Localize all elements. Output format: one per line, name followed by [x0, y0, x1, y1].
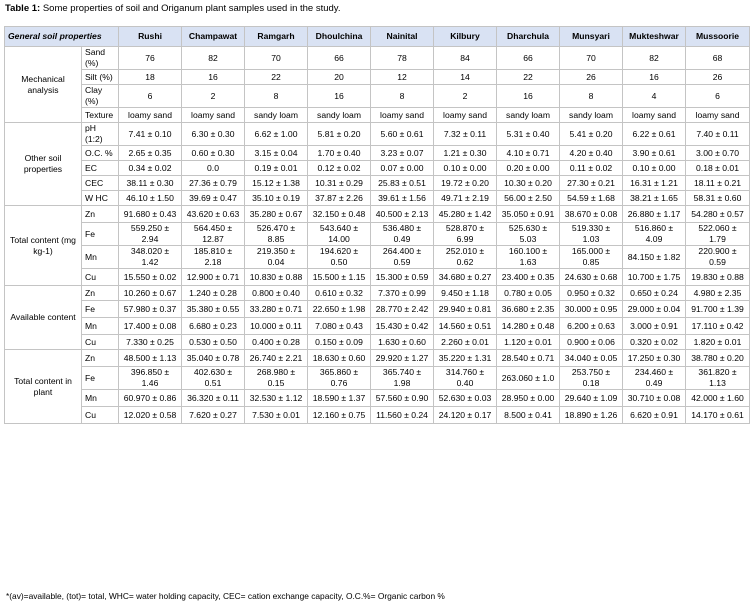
value-cell: 0.780 ± 0.05	[497, 286, 560, 301]
table-row	[5, 161, 750, 176]
value-cell: 17.110 ± 0.42	[686, 318, 750, 335]
value-cell: 6	[686, 85, 750, 108]
value-cell: 66	[497, 47, 560, 70]
property-label: Zn	[82, 350, 119, 367]
value-cell: 43.620 ± 0.63	[182, 206, 245, 223]
value-cell: 5.31 ± 0.40	[497, 123, 560, 146]
value-cell: 18.11 ± 0.21	[686, 176, 750, 191]
value-cell: 34.040 ± 0.05	[560, 350, 623, 367]
value-cell: 1.70 ± 0.40	[308, 146, 371, 161]
value-cell: 1.630 ± 0.60	[371, 335, 434, 350]
table-row	[5, 318, 750, 335]
property-label: Mn	[82, 318, 119, 335]
value-cell: 7.530 ± 0.01	[245, 407, 308, 424]
table-row	[5, 407, 750, 424]
value-cell: 14.560 ± 0.51	[434, 318, 497, 335]
value-cell: 18.590 ± 1.37	[308, 390, 371, 407]
value-cell: 559.250 ± 2.94	[119, 223, 182, 246]
value-cell: 25.83 ± 0.51	[371, 176, 434, 191]
value-cell: 1.21 ± 0.30	[434, 146, 497, 161]
column-header-site: Nainital	[371, 27, 434, 47]
table-body	[5, 47, 750, 424]
value-cell: 32.150 ± 0.48	[308, 206, 371, 223]
value-cell: 3.00 ± 0.70	[686, 146, 750, 161]
value-cell: 0.0	[182, 161, 245, 176]
table-row	[5, 47, 750, 70]
value-cell: 84	[434, 47, 497, 70]
value-cell: 4.20 ± 0.40	[560, 146, 623, 161]
value-cell: 0.150 ± 0.09	[308, 335, 371, 350]
soil-properties-table	[4, 26, 750, 424]
value-cell: 0.34 ± 0.02	[119, 161, 182, 176]
value-cell: 348.020 ± 1.42	[119, 246, 182, 269]
value-cell: 60.970 ± 0.86	[119, 390, 182, 407]
value-cell: 26	[686, 70, 750, 85]
property-label: Mn	[82, 390, 119, 407]
value-cell: 165.000 ± 0.85	[560, 246, 623, 269]
value-cell: 17.250 ± 0.30	[623, 350, 686, 367]
value-cell: 14.170 ± 0.61	[686, 407, 750, 424]
value-cell: loamy sand	[434, 108, 497, 123]
value-cell: 66	[308, 47, 371, 70]
value-cell: 22	[245, 70, 308, 85]
value-cell: 0.12 ± 0.02	[308, 161, 371, 176]
value-cell: 45.280 ± 1.42	[434, 206, 497, 223]
value-cell: 16	[497, 85, 560, 108]
value-cell: 10.000 ± 0.11	[245, 318, 308, 335]
table-row	[5, 390, 750, 407]
value-cell: 264.400 ± 0.59	[371, 246, 434, 269]
value-cell: 36.320 ± 0.11	[182, 390, 245, 407]
value-cell: 361.820 ± 1.13	[686, 367, 750, 390]
value-cell: sandy loam	[560, 108, 623, 123]
value-cell: 3.15 ± 0.04	[245, 146, 308, 161]
value-cell: loamy sand	[119, 108, 182, 123]
value-cell: 16	[308, 85, 371, 108]
property-label: Clay (%)	[82, 85, 119, 108]
value-cell: 35.280 ± 0.67	[245, 206, 308, 223]
caption-text: Some properties of soil and Origanum plant samples used in the study.	[40, 3, 341, 14]
value-cell: 396.850 ± 1.46	[119, 367, 182, 390]
table-row	[5, 223, 750, 246]
value-cell: 2	[182, 85, 245, 108]
value-cell: 57.980 ± 0.37	[119, 301, 182, 318]
value-cell: 48.500 ± 1.13	[119, 350, 182, 367]
value-cell: 29.940 ± 0.81	[434, 301, 497, 318]
column-header-site: Dhoulchina	[308, 27, 371, 47]
value-cell: 185.810 ± 2.18	[182, 246, 245, 269]
value-cell: 365.740 ± 1.98	[371, 367, 434, 390]
value-cell: 7.41 ± 0.10	[119, 123, 182, 146]
value-cell: 12	[371, 70, 434, 85]
value-cell: 543.640 ± 14.00	[308, 223, 371, 246]
value-cell: 18	[119, 70, 182, 85]
value-cell: 35.040 ± 0.78	[182, 350, 245, 367]
value-cell: 22.650 ± 1.98	[308, 301, 371, 318]
value-cell: 7.32 ± 0.11	[434, 123, 497, 146]
value-cell: loamy sand	[182, 108, 245, 123]
table-row	[5, 176, 750, 191]
caption-label: Table 1:	[5, 3, 41, 14]
property-label: Zn	[82, 206, 119, 223]
value-cell: 84.150 ± 1.82	[623, 246, 686, 269]
property-label: Fe	[82, 367, 119, 390]
table-row	[5, 246, 750, 269]
value-cell: 7.40 ± 0.11	[686, 123, 750, 146]
property-label: Silt (%)	[82, 70, 119, 85]
value-cell: 10.830 ± 0.88	[245, 269, 308, 286]
value-cell: 6.30 ± 0.30	[182, 123, 245, 146]
value-cell: 38.11 ± 0.30	[119, 176, 182, 191]
column-header-site: Mussoorie	[686, 27, 750, 47]
value-cell: 0.530 ± 0.50	[182, 335, 245, 350]
value-cell: 1.820 ± 0.01	[686, 335, 750, 350]
value-cell: 526.470 ± 8.85	[245, 223, 308, 246]
value-cell: 24.630 ± 0.68	[560, 269, 623, 286]
value-cell: 35.220 ± 1.31	[434, 350, 497, 367]
value-cell: 32.530 ± 1.12	[245, 390, 308, 407]
property-label: Fe	[82, 301, 119, 318]
value-cell: 29.000 ± 0.04	[623, 301, 686, 318]
value-cell: 0.07 ± 0.00	[371, 161, 434, 176]
value-cell: 0.950 ± 0.32	[560, 286, 623, 301]
table-row	[5, 70, 750, 85]
value-cell: 35.10 ± 0.19	[245, 191, 308, 206]
property-label: Cu	[82, 407, 119, 424]
value-cell: 82	[623, 47, 686, 70]
value-cell: 0.60 ± 0.30	[182, 146, 245, 161]
value-cell: 46.10 ± 1.50	[119, 191, 182, 206]
value-cell: 17.400 ± 0.08	[119, 318, 182, 335]
table-row	[5, 269, 750, 286]
value-cell: 26	[560, 70, 623, 85]
value-cell: 0.800 ± 0.40	[245, 286, 308, 301]
value-cell: 6.22 ± 0.61	[623, 123, 686, 146]
value-cell: 27.30 ± 0.21	[560, 176, 623, 191]
value-cell: 38.780 ± 0.20	[686, 350, 750, 367]
column-header-site: Mukteshwar	[623, 27, 686, 47]
value-cell: 16	[623, 70, 686, 85]
value-cell: 564.450 ± 12.87	[182, 223, 245, 246]
value-cell: 36.680 ± 2.35	[497, 301, 560, 318]
value-cell: 15.500 ± 1.15	[308, 269, 371, 286]
table-row	[5, 286, 750, 301]
value-cell: 16	[182, 70, 245, 85]
value-cell: 365.860 ± 0.76	[308, 367, 371, 390]
value-cell: 68	[686, 47, 750, 70]
value-cell: 70	[245, 47, 308, 70]
value-cell: 29.640 ± 1.09	[560, 390, 623, 407]
value-cell: 6.680 ± 0.23	[182, 318, 245, 335]
value-cell: 34.680 ± 0.27	[434, 269, 497, 286]
value-cell: 33.280 ± 0.71	[245, 301, 308, 318]
value-cell: 38.670 ± 0.08	[560, 206, 623, 223]
value-cell: 5.41 ± 0.20	[560, 123, 623, 146]
property-label: Mn	[82, 246, 119, 269]
value-cell: 39.61 ± 1.56	[371, 191, 434, 206]
value-cell: 38.21 ± 1.65	[623, 191, 686, 206]
value-cell: 0.10 ± 0.00	[623, 161, 686, 176]
value-cell: 3.000 ± 0.91	[623, 318, 686, 335]
value-cell: 35.050 ± 0.91	[497, 206, 560, 223]
value-cell: loamy sand	[371, 108, 434, 123]
column-header-general: General soil properties	[5, 27, 119, 47]
value-cell: 26.740 ± 2.21	[245, 350, 308, 367]
value-cell: 1.240 ± 0.28	[182, 286, 245, 301]
column-header-site: Munsyari	[560, 27, 623, 47]
value-cell: 4.980 ± 2.35	[686, 286, 750, 301]
value-cell: 263.060 ± 1.0	[497, 367, 560, 390]
value-cell: 27.36 ± 0.79	[182, 176, 245, 191]
value-cell: 0.19 ± 0.01	[245, 161, 308, 176]
value-cell: 76	[119, 47, 182, 70]
value-cell: 14.280 ± 0.48	[497, 318, 560, 335]
value-cell: 12.020 ± 0.58	[119, 407, 182, 424]
value-cell: 70	[560, 47, 623, 70]
value-cell: 314.760 ± 0.40	[434, 367, 497, 390]
value-cell: 14	[434, 70, 497, 85]
property-label: CEC	[82, 176, 119, 191]
value-cell: 0.10 ± 0.00	[434, 161, 497, 176]
property-label: Sand (%)	[82, 47, 119, 70]
value-cell: 252.010 ± 0.62	[434, 246, 497, 269]
value-cell: 10.260 ± 0.67	[119, 286, 182, 301]
column-header-site: Kilbury	[434, 27, 497, 47]
value-cell: 8.500 ± 0.41	[497, 407, 560, 424]
value-cell: 220.900 ± 0.59	[686, 246, 750, 269]
value-cell: 253.750 ± 0.18	[560, 367, 623, 390]
property-label: pH (1:2)	[82, 123, 119, 146]
value-cell: 2.65 ± 0.35	[119, 146, 182, 161]
value-cell: sandy loam	[497, 108, 560, 123]
value-cell: sandy loam	[245, 108, 308, 123]
value-cell: 0.900 ± 0.06	[560, 335, 623, 350]
value-cell: 49.71 ± 2.19	[434, 191, 497, 206]
value-cell: 160.100 ± 1.63	[497, 246, 560, 269]
value-cell: 28.770 ± 2.42	[371, 301, 434, 318]
table-row	[5, 85, 750, 108]
value-cell: 19.830 ± 0.88	[686, 269, 750, 286]
group-label: Available content	[5, 286, 82, 350]
value-cell: 10.30 ± 0.20	[497, 176, 560, 191]
value-cell: 0.20 ± 0.00	[497, 161, 560, 176]
value-cell: 194.620 ± 0.50	[308, 246, 371, 269]
table-row	[5, 367, 750, 390]
column-header-site: Ramgarh	[245, 27, 308, 47]
table-row	[5, 146, 750, 161]
value-cell: 28.950 ± 0.00	[497, 390, 560, 407]
value-cell: 42.000 ± 1.60	[686, 390, 750, 407]
value-cell: 0.400 ± 0.28	[245, 335, 308, 350]
property-label: Cu	[82, 335, 119, 350]
value-cell: 22	[497, 70, 560, 85]
value-cell: 82	[182, 47, 245, 70]
value-cell: 3.90 ± 0.61	[623, 146, 686, 161]
value-cell: 402.630 ± 0.51	[182, 367, 245, 390]
value-cell: 18.890 ± 1.26	[560, 407, 623, 424]
value-cell: 24.120 ± 0.17	[434, 407, 497, 424]
value-cell: 57.560 ± 0.90	[371, 390, 434, 407]
value-cell: 10.31 ± 0.29	[308, 176, 371, 191]
value-cell: 519.330 ± 1.03	[560, 223, 623, 246]
table-footnote: *(av)=available, (tot)= total, WHC= water holding capacity, CEC= cation exchange capacity, O.C.%= Organic carbon %	[6, 591, 445, 601]
value-cell: 4.10 ± 0.71	[497, 146, 560, 161]
value-cell: 30.000 ± 0.95	[560, 301, 623, 318]
value-cell: 2.260 ± 0.01	[434, 335, 497, 350]
value-cell: 15.12 ± 1.38	[245, 176, 308, 191]
value-cell: 37.87 ± 2.26	[308, 191, 371, 206]
value-cell: 8	[560, 85, 623, 108]
column-header-site: Champawat	[182, 27, 245, 47]
value-cell: 9.450 ± 1.18	[434, 286, 497, 301]
column-header-site: Rushi	[119, 27, 182, 47]
value-cell: 16.31 ± 1.21	[623, 176, 686, 191]
value-cell: 6.620 ± 0.91	[623, 407, 686, 424]
value-cell: 12.160 ± 0.75	[308, 407, 371, 424]
group-label: Mechanical analysis	[5, 47, 82, 123]
value-cell: 0.320 ± 0.02	[623, 335, 686, 350]
value-cell: 91.700 ± 1.39	[686, 301, 750, 318]
value-cell: 0.650 ± 0.24	[623, 286, 686, 301]
value-cell: 56.00 ± 2.50	[497, 191, 560, 206]
group-label: Total content in plant	[5, 350, 82, 424]
table-row	[5, 123, 750, 146]
value-cell: 3.23 ± 0.07	[371, 146, 434, 161]
value-cell: 5.81 ± 0.20	[308, 123, 371, 146]
value-cell: 40.500 ± 2.13	[371, 206, 434, 223]
value-cell: 7.620 ± 0.27	[182, 407, 245, 424]
table-row	[5, 108, 750, 123]
value-cell: 29.920 ± 1.27	[371, 350, 434, 367]
property-label: O.C. %	[82, 146, 119, 161]
property-label: Cu	[82, 269, 119, 286]
value-cell: 7.080 ± 0.43	[308, 318, 371, 335]
property-label: Zn	[82, 286, 119, 301]
property-label: Texture	[82, 108, 119, 123]
value-cell: 78	[371, 47, 434, 70]
value-cell: 30.710 ± 0.08	[623, 390, 686, 407]
value-cell: 35.380 ± 0.55	[182, 301, 245, 318]
value-cell: loamy sand	[623, 108, 686, 123]
value-cell: 536.480 ± 0.49	[371, 223, 434, 246]
property-label: W HC	[82, 191, 119, 206]
value-cell: 54.280 ± 0.57	[686, 206, 750, 223]
value-cell: 219.350 ± 0.04	[245, 246, 308, 269]
value-cell: 10.700 ± 1.75	[623, 269, 686, 286]
value-cell: 4	[623, 85, 686, 108]
property-label: EC	[82, 161, 119, 176]
value-cell: 525.630 ± 5.03	[497, 223, 560, 246]
value-cell: 5.60 ± 0.61	[371, 123, 434, 146]
value-cell: 20	[308, 70, 371, 85]
value-cell: 268.980 ± 0.15	[245, 367, 308, 390]
header-row	[5, 27, 750, 47]
group-label: Other soil properties	[5, 123, 82, 206]
value-cell: 6.62 ± 1.00	[245, 123, 308, 146]
value-cell: 0.11 ± 0.02	[560, 161, 623, 176]
value-cell: 52.630 ± 0.03	[434, 390, 497, 407]
value-cell: 39.69 ± 0.47	[182, 191, 245, 206]
value-cell: 0.610 ± 0.32	[308, 286, 371, 301]
value-cell: 15.550 ± 0.02	[119, 269, 182, 286]
group-label: Total content (mg kg-1)	[5, 206, 82, 286]
table-caption	[5, 3, 341, 14]
value-cell: 19.72 ± 0.20	[434, 176, 497, 191]
table-row	[5, 301, 750, 318]
value-cell: 12.900 ± 0.71	[182, 269, 245, 286]
value-cell: 23.400 ± 0.35	[497, 269, 560, 286]
value-cell: 516.860 ± 4.09	[623, 223, 686, 246]
value-cell: 54.59 ± 1.68	[560, 191, 623, 206]
value-cell: 28.540 ± 0.71	[497, 350, 560, 367]
value-cell: 6	[119, 85, 182, 108]
value-cell: sandy loam	[308, 108, 371, 123]
value-cell: 7.370 ± 0.99	[371, 286, 434, 301]
value-cell: 2	[434, 85, 497, 108]
value-cell: 6.200 ± 0.63	[560, 318, 623, 335]
value-cell: 26.880 ± 1.17	[623, 206, 686, 223]
table-row	[5, 350, 750, 367]
column-header-site: Dharchula	[497, 27, 560, 47]
value-cell: 18.630 ± 0.60	[308, 350, 371, 367]
value-cell: 8	[245, 85, 308, 108]
value-cell: 91.680 ± 0.43	[119, 206, 182, 223]
value-cell: 528.870 ± 6.99	[434, 223, 497, 246]
value-cell: 15.300 ± 0.59	[371, 269, 434, 286]
property-label: Fe	[82, 223, 119, 246]
value-cell: 522.060 ± 1.79	[686, 223, 750, 246]
value-cell: 0.18 ± 0.01	[686, 161, 750, 176]
value-cell: 1.120 ± 0.01	[497, 335, 560, 350]
value-cell: 8	[371, 85, 434, 108]
table-row	[5, 191, 750, 206]
table-row	[5, 335, 750, 350]
value-cell: 58.31 ± 0.60	[686, 191, 750, 206]
value-cell: 7.330 ± 0.25	[119, 335, 182, 350]
value-cell: loamy sand	[686, 108, 750, 123]
table-row	[5, 206, 750, 223]
value-cell: 234.460 ± 0.49	[623, 367, 686, 390]
value-cell: 11.560 ± 0.24	[371, 407, 434, 424]
value-cell: 15.430 ± 0.42	[371, 318, 434, 335]
